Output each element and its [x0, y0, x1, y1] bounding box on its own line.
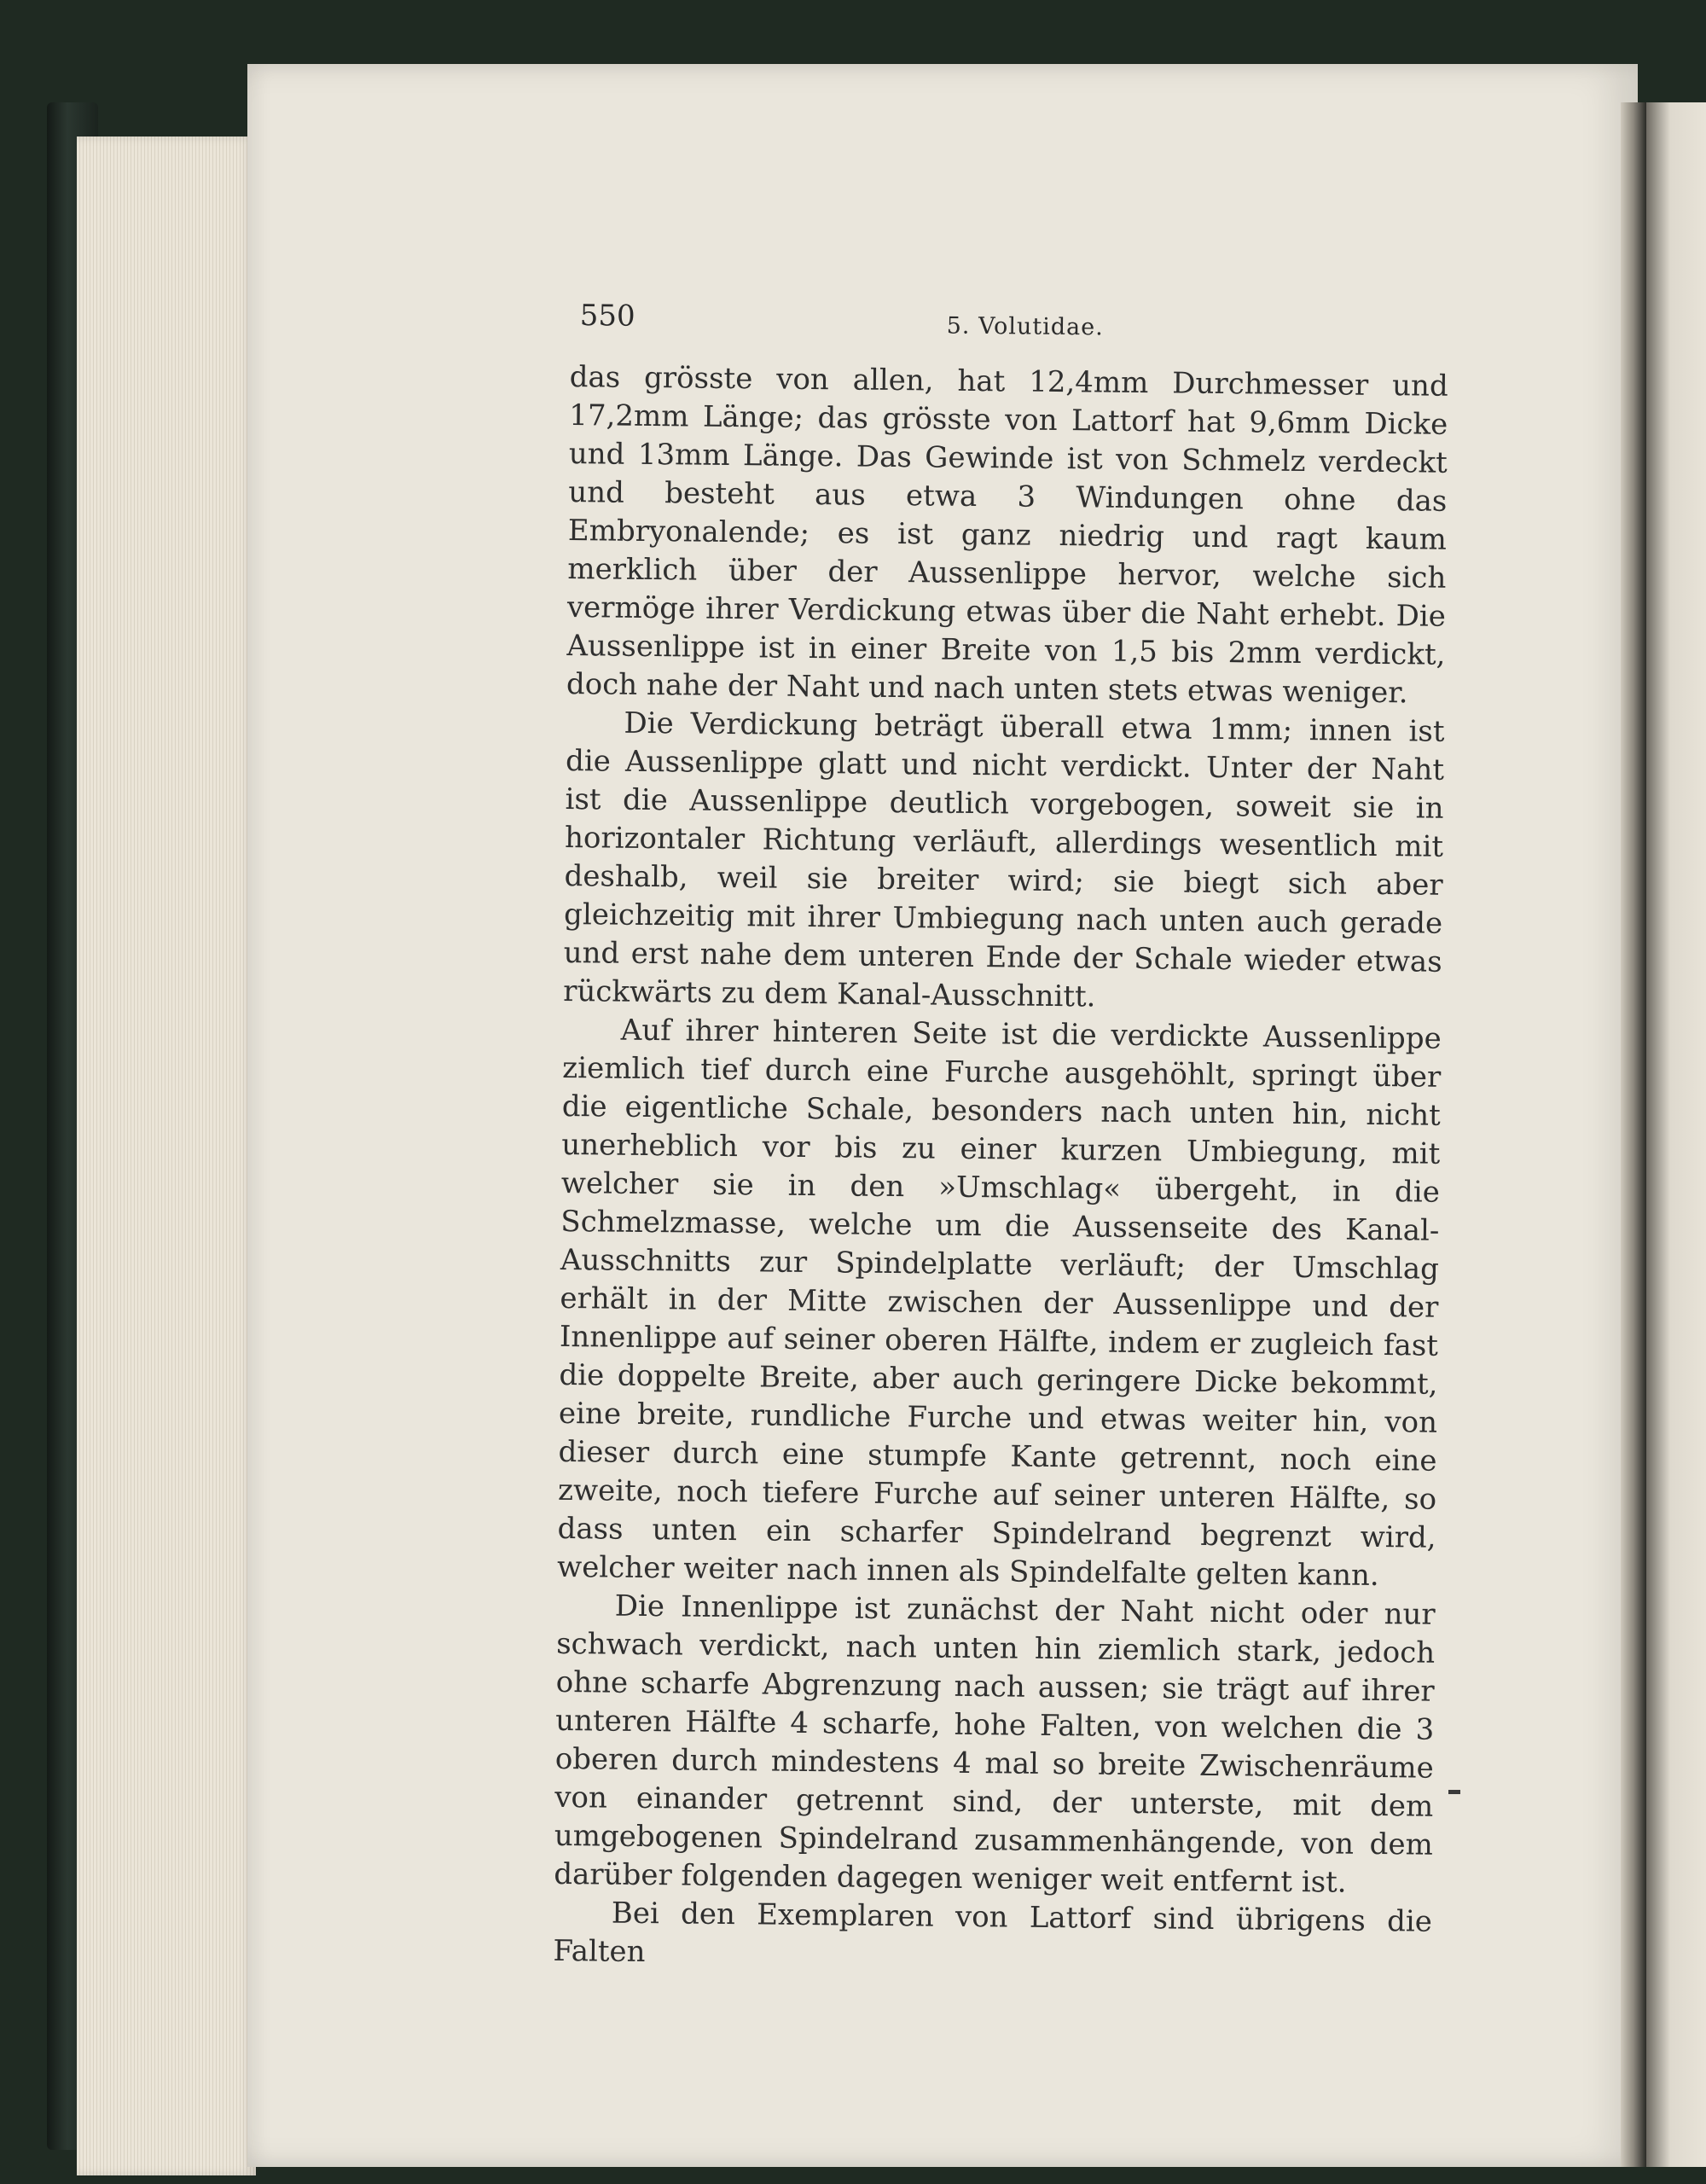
paragraph: das grösste von allen, hat 12,4mm Durchmesser und 17,2mm Länge; das grösste von Lattorf hat 9,6mm Dicke und 13mm Länge. Das Gewinde ist von Schmelz verdeckt und besteht aus etwa 3 Windungen ohne das Embryonalende; es ist ganz niedrig und ragt kaum merklich über der Aussenlippe hervor, welche sich vermöge ihrer Verdickung etwas über die Naht erhebt. Die Aussenlippe ist in einer Breite von 1,5 bis 2mm verdickt, doch nahe der Naht und nach unten stets etwas weniger. — [566, 359, 1448, 711]
paragraph: Auf ihrer hinteren Seite ist die verdickte Aussenlippe ziemlich tief durch eine Furche ausgehöhlt, springt über die eigentliche Schale, besonders nach unten hin, nicht unerheblich vor bis zu einer kurzen Umbiegung, mit welcher sie in den »Umschlag« übergeht, in die Schmelzmasse, welche um die Aussenseite des Kanal-Ausschnitts zur Spindelplatte verläuft; der Umschlag erhält in der Mitte zwischen der Aussenlippe und der Innenlippe auf seiner oberen Hälfte, indem er zugleich fast die doppelte Breite, aber auch geringere Dicke bekommt, eine breite, rundliche Furche und etwas weiter hin, von dieser durch eine stumpfe Kante getrennt, noch eine zweite, noch tiefere Furche auf seiner unteren Hälfte, so dass unten ein scharfer Spindelrand begrenzt wird, welcher weiter nach innen als Spindelfalte gelten kann. — [556, 1013, 1442, 1594]
body-text — [553, 358, 1448, 1980]
running-head: 5. Volutidae. — [946, 312, 1104, 341]
page-stack-edge — [77, 136, 256, 2175]
page-number: 550 — [579, 299, 635, 334]
paragraph: Die Verdickung beträgt überall etwa 1mm; innen ist die Aussenlippe glatt und nicht verdickt. Unter der Naht ist die Aussenlippe deutlich vorgebogen, soweit sie in horizontaler Richtung verläuft, allerdings wesentlich mit deshalb, weil sie breiter wird; sie biegt sich aber gleichzeitig mit ihrer Umbiegung nach unten auch gerade und erst nahe dem unteren Ende der Schale wieder etwas rückwärts zu dem Kanal-Ausschnitt. — [563, 706, 1445, 1014]
page-header — [579, 299, 1459, 359]
book-gutter — [1621, 102, 1646, 2167]
paragraph: Die Innenlippe ist zunächst der Naht nicht oder nur schwach verdickt, nach unten hin ziemlich stark, jedoch ohne scharfe Abgrenzung nach aussen; sie trägt auf ihrer unteren Hälfte 4 scharfe, hohe Falten, von welchen die 3 oberen durch mindestens 4 mal so breite Zwischenräume von einander getrennt sind, der unterste, mit dem umgebogenen Spindelrand zusammenhängende, von dem darüber folgenden dagegen weniger weit entfernt ist. — [554, 1589, 1436, 1900]
paragraph: Bei den Exemplaren von Lattorf sind übrigens die Falten — [553, 1896, 1433, 1970]
margin-mark — [1448, 1790, 1460, 1794]
right-page-edge — [1646, 102, 1706, 2167]
